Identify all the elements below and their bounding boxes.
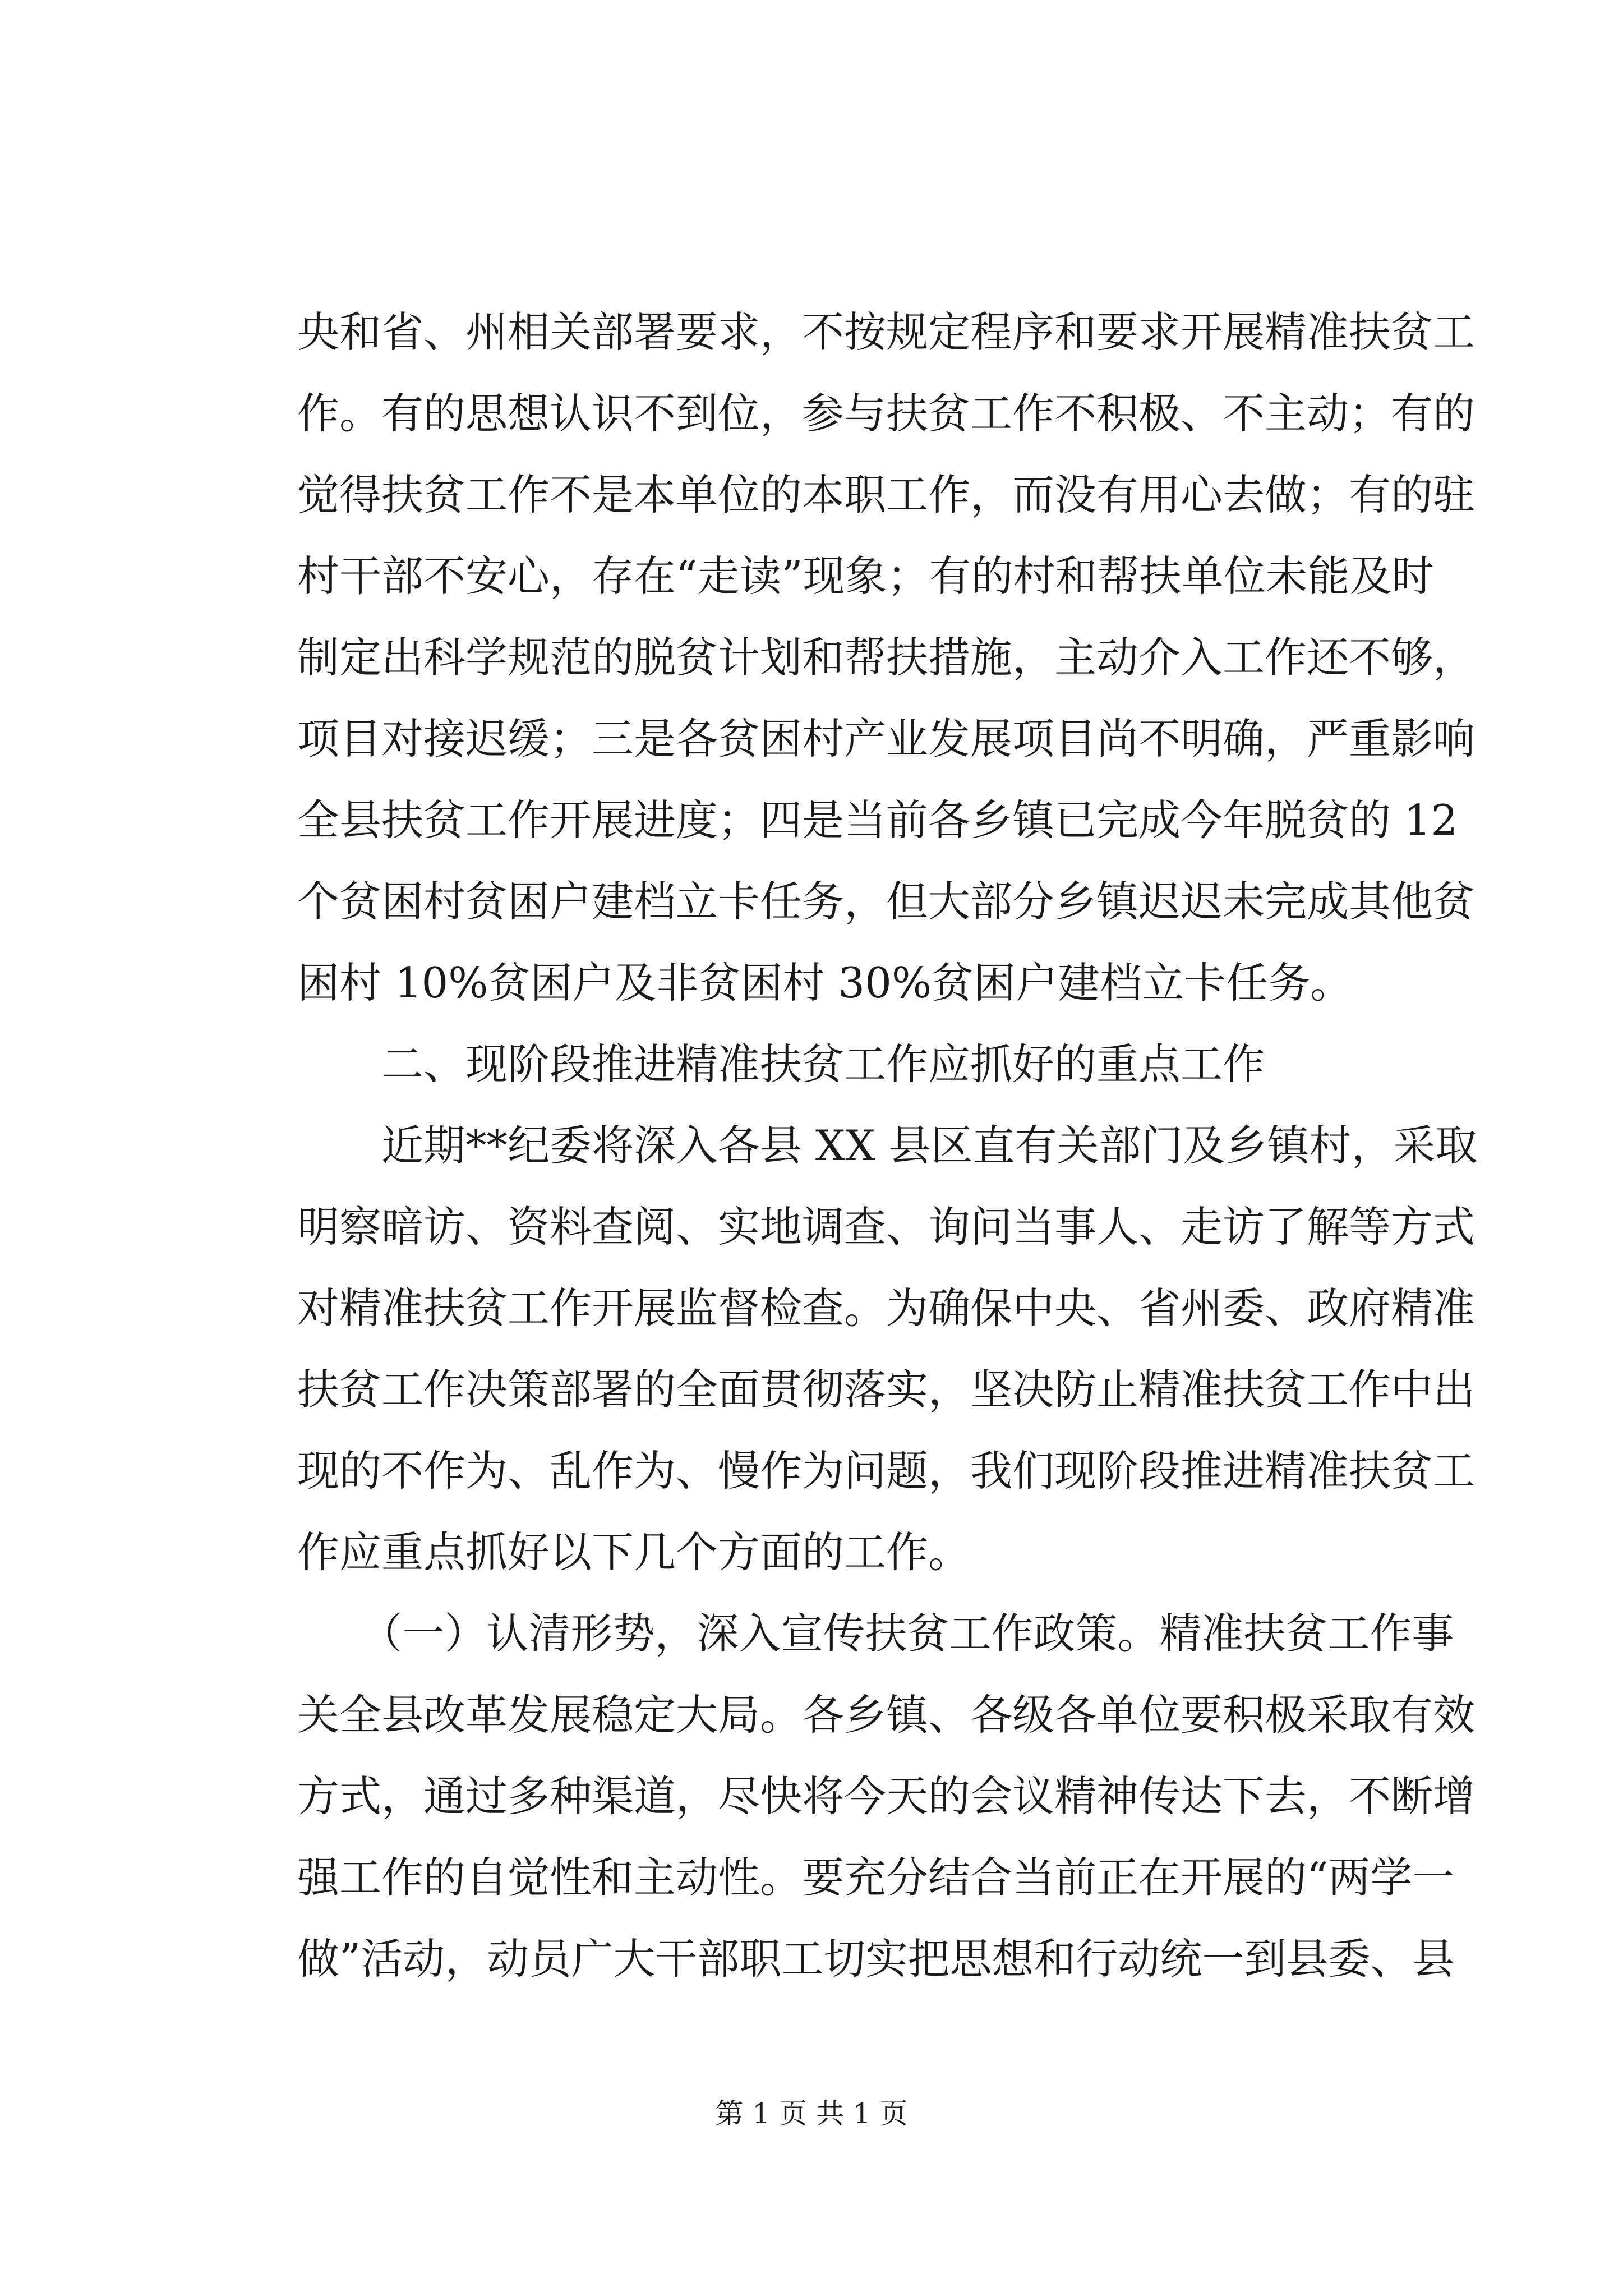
text-line-20: 强工作的自觉性和主动性。要充分结合当前正在开展的“两学一 [297, 1853, 1455, 1902]
text-line-7: 全县扶贫工作开展进度；四是当前各乡镇已完成今年脱贫的 12 [297, 795, 1458, 845]
text-line-6: 项目对接迟缓；三是各贫困村产业发展项目尚不明确，严重影响 [297, 714, 1476, 763]
text-line-9: 困村 10%贫困户及非贫困村 30%贫困户建档立卡任务。 [297, 958, 1353, 1007]
text-line-5: 制定出科学规范的脱贫计划和帮扶措施，主动介入工作还不够， [297, 633, 1476, 682]
text-line-2: 作。有的思想认识不到位，参与扶贫工作不积极、不主动；有的 [297, 389, 1476, 438]
text-line-4: 村干部不安心，存在“走读”现象；有的村和帮扶单位未能及时 [297, 551, 1434, 601]
text-line-8: 个贫困村贫困户建档立卡任务，但大部分乡镇迟迟未完成其他贫 [297, 877, 1476, 926]
text-line-15: 现的不作为、乱作为、慢作为问题，我们现阶段推进精准扶贫工 [297, 1446, 1476, 1496]
text-line-19: 方式，通过多种渠道，尽快将今天的会议精神传达下去，不断增 [297, 1772, 1476, 1821]
text-line-11: 近期**纪委将深入各县 XX 县区直有关部门及乡镇村，采取 [297, 1121, 1478, 1170]
text-line-14: 扶贫工作决策部署的全面贯彻落实，坚决防止精准扶贫工作中出 [297, 1365, 1476, 1414]
page-footer: 第 1 页 共 1 页 [715, 2097, 908, 2130]
section-heading: 二、现阶段推进精准扶贫工作应抓好的重点工作 [297, 1039, 1265, 1089]
text-line-17: （一）认清形势，深入宣传扶贫工作政策。精准扶贫工作事 [297, 1609, 1454, 1658]
text-line-1: 央和省、州相关部署要求，不按规定程序和要求开展精准扶贫工 [297, 307, 1476, 357]
text-line-18: 关全县改革发展稳定大局。各乡镇、各级各单位要积极采取有效 [297, 1690, 1476, 1740]
text-line-13: 对精准扶贫工作开展监督检查。为确保中央、省州委、政府精准 [297, 1283, 1476, 1333]
text-line-21: 做”活动，动员广大干部职工切实把思想和行动统一到县委、县 [297, 1934, 1455, 1984]
text-line-12: 明察暗访、资料查阅、实地调查、询问当事人、走访了解等方式 [297, 1202, 1476, 1251]
text-line-3: 觉得扶贫工作不是本单位的本职工作，而没有用心去做；有的驻 [297, 470, 1476, 519]
text-line-16: 作应重点抓好以下几个方面的工作。 [297, 1527, 971, 1577]
body-text [297, 292, 1478, 2000]
